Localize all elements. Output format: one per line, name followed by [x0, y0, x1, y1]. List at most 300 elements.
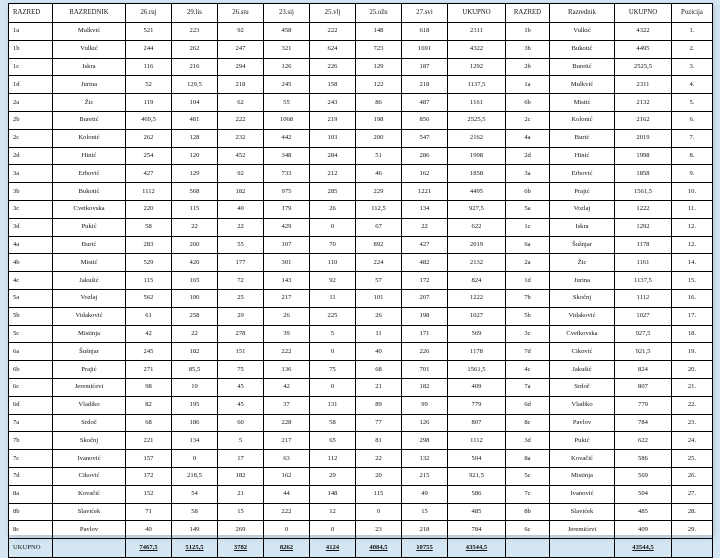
table-cell: 219 [310, 111, 356, 129]
total-value: 5125,5 [172, 539, 218, 558]
table-cell: 3d [9, 218, 53, 236]
table-cell: 245 [264, 76, 310, 94]
table-cell: 7b [506, 289, 550, 307]
table-cell: 107 [264, 236, 310, 254]
table-cell: 177 [218, 254, 264, 272]
table-cell: 103 [310, 129, 356, 147]
table-row [9, 307, 713, 325]
table-cell: 294 [218, 58, 264, 76]
table-cell: 4a [9, 236, 53, 254]
table-cell: 15. [672, 272, 713, 290]
table-row [9, 254, 713, 272]
table-cell: 481 [172, 111, 218, 129]
table-cell: 29. [672, 521, 713, 539]
table-cell: 807 [615, 378, 672, 396]
table-cell: 187 [402, 58, 448, 76]
table-cell: 569 [615, 467, 672, 485]
table-cell: 104 [172, 94, 218, 112]
table-cell: 215 [402, 467, 448, 485]
table-cell: Kolonić [53, 129, 126, 147]
table-cell: 262 [126, 129, 172, 147]
table-cell: 1292 [615, 218, 672, 236]
table-cell: 16. [672, 289, 713, 307]
table-cell: 1a [506, 76, 550, 94]
grand-total: 43544,5 [615, 539, 672, 558]
table-cell: 442 [264, 129, 310, 147]
table-cell: 54 [172, 485, 218, 503]
table-cell: 5a [9, 289, 53, 307]
table-cell: Jurina [550, 272, 615, 290]
table-cell: 45 [218, 378, 264, 396]
table-cell: 0 [310, 521, 356, 539]
table-row [9, 450, 713, 468]
table-cell: 243 [310, 94, 356, 112]
table-cell: 15 [218, 503, 264, 521]
column-header: 26.ruj [126, 4, 172, 23]
table-cell: 115 [356, 485, 402, 503]
table-cell: 68 [356, 361, 402, 379]
table-cell: 2311 [448, 23, 506, 41]
total-value: 43544,5 [448, 539, 506, 558]
table-cell: 4b [9, 254, 53, 272]
table-cell: 2162 [615, 111, 672, 129]
table-cell: Žic [53, 94, 126, 112]
table-cell: 733 [264, 165, 310, 183]
table-row [9, 467, 713, 485]
table-cell: 427 [126, 165, 172, 183]
header-row [9, 4, 713, 23]
table-cell: 226 [402, 343, 448, 361]
table-cell: 429 [264, 218, 310, 236]
table-cell: 723 [356, 40, 402, 58]
table-row [9, 218, 713, 236]
empty-cell [672, 539, 713, 558]
table-cell: Jurina [53, 76, 126, 94]
total-value: 4124 [310, 539, 356, 558]
empty-cell [506, 539, 550, 558]
table-cell: Erbović [53, 165, 126, 183]
table-cell: 222 [218, 111, 264, 129]
table-cell: 6b [506, 94, 550, 112]
table-cell: Vidaković [550, 307, 615, 325]
total-value: 4084,5 [356, 539, 402, 558]
table-cell: 1178 [615, 236, 672, 254]
table-cell: 4322 [448, 40, 506, 58]
table-cell: 229 [356, 183, 402, 201]
table-cell: 1858 [615, 165, 672, 183]
table-cell: 3c [9, 200, 53, 218]
table-cell: 218 [402, 521, 448, 539]
table-cell: 136 [264, 361, 310, 379]
table-row [9, 521, 713, 539]
table-cell: 28. [672, 503, 713, 521]
table-cell: 4c [9, 272, 53, 290]
table-cell: 779 [615, 396, 672, 414]
table-cell: Prajić [550, 183, 615, 201]
table-cell: 1161 [615, 254, 672, 272]
table-cell: 129 [172, 165, 218, 183]
table-cell: 1112 [615, 289, 672, 307]
table-cell: Mulkvić [550, 76, 615, 94]
table-cell: 2162 [448, 129, 506, 147]
table-cell: 182 [172, 343, 218, 361]
table-cell: Pukić [53, 218, 126, 236]
table-cell: 57 [356, 272, 402, 290]
column-header: UKUPNO [615, 4, 672, 23]
table-cell: 4322 [615, 23, 672, 41]
table-cell: 586 [615, 450, 672, 468]
table-cell: 562 [126, 289, 172, 307]
table-cell: 22 [172, 218, 218, 236]
table-cell: 100 [172, 289, 218, 307]
table-cell: 1c [506, 218, 550, 236]
table-cell: 3c [506, 325, 550, 343]
column-header: 26.stu [218, 4, 264, 23]
table-cell: 1068 [264, 111, 310, 129]
table-cell: 8a [506, 450, 550, 468]
table-cell: 132 [402, 450, 448, 468]
table-cell: 22 [218, 218, 264, 236]
table-cell: 46 [356, 165, 402, 183]
table-cell: 22 [172, 325, 218, 343]
table-cell: 2019 [615, 129, 672, 147]
table-cell: 1561,5 [448, 361, 506, 379]
column-header: 29.lis [172, 4, 218, 23]
table-cell: 1178 [448, 343, 506, 361]
table-cell: 1137,5 [448, 76, 506, 94]
table-frame [8, 3, 712, 552]
table-cell: 157 [126, 450, 172, 468]
table-cell: 6. [672, 111, 713, 129]
table-cell: 7b [9, 432, 53, 450]
table-row [9, 94, 713, 112]
table-cell: 14. [672, 254, 713, 272]
table-cell: 8. [672, 147, 713, 165]
table-cell: 245 [126, 343, 172, 361]
table-cell: 195 [172, 396, 218, 414]
table-cell: 179 [264, 200, 310, 218]
total-value: 3782 [218, 539, 264, 558]
table-cell: 7c [506, 485, 550, 503]
table-cell: 62 [218, 94, 264, 112]
table-cell: 218 [402, 76, 448, 94]
table-cell: 618 [402, 23, 448, 41]
table-cell: 116 [126, 58, 172, 76]
table-cell: 348 [264, 147, 310, 165]
table-cell: 1112 [448, 432, 506, 450]
table-cell: 569 [448, 325, 506, 343]
table-cell: 3b [9, 183, 53, 201]
table-cell: 122 [356, 76, 402, 94]
table-cell: Vozlaj [53, 289, 126, 307]
table-cell: 254 [126, 147, 172, 165]
table-cell: 622 [448, 218, 506, 236]
table-cell: 586 [448, 485, 506, 503]
table-cell: 2a [9, 94, 53, 112]
table-cell: 222 [264, 343, 310, 361]
table-cell: 1858 [448, 165, 506, 183]
table-cell: 2525,5 [448, 111, 506, 129]
table-cell: 921,5 [448, 467, 506, 485]
table-cell: Bukotić [550, 40, 615, 58]
table-row [9, 289, 713, 307]
table-cell: Skočnj [550, 289, 615, 307]
table-cell: 115 [172, 200, 218, 218]
table-cell: 547 [402, 129, 448, 147]
table-cell: 29 [310, 467, 356, 485]
table-cell: 25. [672, 450, 713, 468]
table-cell: 4495 [615, 40, 672, 58]
table-cell: 52 [126, 76, 172, 94]
table-cell: Vozlaj [550, 200, 615, 218]
table-cell: Kolonić [550, 111, 615, 129]
column-header: Pozicija [672, 4, 713, 23]
table-cell: 223 [172, 23, 218, 41]
table-cell: 77 [356, 414, 402, 432]
table-cell: 485 [448, 503, 506, 521]
table-cell: 75 [218, 361, 264, 379]
table-row [9, 432, 713, 450]
table-cell: Buretić [550, 58, 615, 76]
table-row [9, 361, 713, 379]
table-cell: 165 [172, 272, 218, 290]
table-cell: 40 [126, 521, 172, 539]
table-cell: 1c [9, 58, 53, 76]
column-header: Razrednik [550, 4, 615, 23]
table-cell: 61 [126, 307, 172, 325]
table-cell: 2d [506, 147, 550, 165]
table-cell: 143 [264, 272, 310, 290]
table-cell: 244 [126, 40, 172, 58]
table-cell: 321 [264, 40, 310, 58]
table-cell: Mistinja [53, 325, 126, 343]
table-cell: 172 [126, 467, 172, 485]
table-cell: 129 [356, 58, 402, 76]
table-cell: 5. [672, 94, 713, 112]
table-row [9, 343, 713, 361]
table-cell: 427 [402, 236, 448, 254]
table-row [9, 165, 713, 183]
table-cell: Ivanović [550, 485, 615, 503]
table-cell: 784 [448, 521, 506, 539]
table-cell: 85,5 [172, 361, 218, 379]
table-cell: 485 [615, 503, 672, 521]
table-cell: 286 [402, 147, 448, 165]
table-cell: 622 [615, 432, 672, 450]
table-cell: Kovačić [550, 450, 615, 468]
table-cell: Mulkvić [53, 23, 126, 41]
table-cell: 1561,5 [615, 183, 672, 201]
table-cell: 1998 [448, 147, 506, 165]
table-cell: 131 [310, 396, 356, 414]
table-cell: 921,5 [615, 343, 672, 361]
table-cell: 218 [218, 76, 264, 94]
table-cell: 458 [264, 23, 310, 41]
table-cell: 228 [264, 414, 310, 432]
table-cell: 68 [126, 414, 172, 432]
table-cell: 11 [310, 289, 356, 307]
table-cell: 8c [506, 414, 550, 432]
table-cell: 101 [356, 289, 402, 307]
table-cell: 42 [264, 378, 310, 396]
table-cell: 420 [172, 254, 218, 272]
table-cell: 217 [264, 289, 310, 307]
table-cell: 6c [506, 521, 550, 539]
table-cell: 262 [172, 40, 218, 58]
table-cell: 92 [218, 165, 264, 183]
table-row [9, 147, 713, 165]
empty-cell [550, 539, 615, 558]
table-cell: 71 [126, 503, 172, 521]
table-cell: 149 [172, 521, 218, 539]
table-cell: 927,5 [448, 200, 506, 218]
table-cell: 5b [9, 307, 53, 325]
table-cell: 807 [448, 414, 506, 432]
table-cell: 162 [264, 467, 310, 485]
table-cell: 134 [172, 432, 218, 450]
table-cell: 8a [9, 485, 53, 503]
score-table [8, 3, 713, 558]
table-cell: 75 [310, 361, 356, 379]
table-cell: 2b [506, 58, 550, 76]
table-cell: 98 [126, 378, 172, 396]
total-value: 7467,5 [126, 539, 172, 558]
table-cell: 2525,5 [615, 58, 672, 76]
table-cell: 126 [264, 58, 310, 76]
table-cell: 26 [264, 307, 310, 325]
table-cell: 0 [310, 218, 356, 236]
table-row [9, 414, 713, 432]
table-cell: 126 [402, 414, 448, 432]
table-cell: 17 [218, 450, 264, 468]
table-cell: 2. [672, 40, 713, 58]
table-cell: 258 [172, 307, 218, 325]
table-cell: 3a [9, 165, 53, 183]
table-cell: 285 [310, 183, 356, 201]
table-cell: 222 [264, 503, 310, 521]
table-cell: 3a [506, 165, 550, 183]
table-cell: 892 [356, 236, 402, 254]
table-cell: 247 [218, 40, 264, 58]
table-cell: Pavlov [550, 414, 615, 432]
table-cell: 779 [448, 396, 506, 414]
table-cell: 224 [356, 254, 402, 272]
table-cell: 568 [172, 183, 218, 201]
table-row [9, 183, 713, 201]
table-cell: 23. [672, 414, 713, 432]
table-cell: 112 [310, 450, 356, 468]
table-cell: 55 [264, 94, 310, 112]
table-row [9, 236, 713, 254]
table-cell: Vulkić [53, 40, 126, 58]
table-cell: 151 [218, 343, 264, 361]
table-cell: 504 [615, 485, 672, 503]
table-cell: 1027 [615, 307, 672, 325]
table-cell: 220 [126, 200, 172, 218]
table-cell: 4495 [448, 183, 506, 201]
table-cell: 92 [310, 272, 356, 290]
table-cell: 529 [126, 254, 172, 272]
table-cell: 212 [310, 165, 356, 183]
table-cell: Kovačić [53, 485, 126, 503]
table-cell: 115 [126, 272, 172, 290]
table-cell: 119 [126, 94, 172, 112]
table-cell: 409 [615, 521, 672, 539]
column-header: 23.sij [264, 4, 310, 23]
table-cell: Hinić [53, 147, 126, 165]
table-cell: 112,5 [356, 200, 402, 218]
table-cell: 222 [310, 23, 356, 41]
table-cell: Jeremićevi [53, 378, 126, 396]
table-cell: 148 [356, 23, 402, 41]
table-cell: 284 [310, 147, 356, 165]
table-cell: 1b [9, 40, 53, 58]
table-cell: 58 [126, 218, 172, 236]
table-cell: 521 [126, 23, 172, 41]
table-cell: Mistić [550, 94, 615, 112]
table-cell: 469,5 [126, 111, 172, 129]
table-row [9, 485, 713, 503]
table-cell: 298 [402, 432, 448, 450]
table-cell: 21 [356, 378, 402, 396]
table-cell: 72 [218, 272, 264, 290]
table-cell: 65 [310, 432, 356, 450]
table-cell: Slavićek [53, 503, 126, 521]
table-cell: 172 [402, 272, 448, 290]
table-cell: 70 [310, 236, 356, 254]
table-cell: Buretić [53, 111, 126, 129]
table-cell: 4a [506, 129, 550, 147]
table-cell: 269 [218, 521, 264, 539]
table-cell: 452 [218, 147, 264, 165]
table-cell: 2c [9, 129, 53, 147]
table-cell: Žic [550, 254, 615, 272]
table-cell: 1691 [402, 40, 448, 58]
table-cell: 226 [310, 58, 356, 76]
table-cell: 21 [218, 485, 264, 503]
table-cell: 86 [356, 94, 402, 112]
table-cell: 9. [672, 165, 713, 183]
table-cell: 11 [356, 325, 402, 343]
table-cell: 4c [506, 361, 550, 379]
table-cell: 58 [310, 414, 356, 432]
table-cell: 12. [672, 236, 713, 254]
table-row [9, 111, 713, 129]
table-cell: 198 [356, 111, 402, 129]
table-cell: Jeremićevi [550, 521, 615, 539]
table-row [9, 58, 713, 76]
table-cell: 3. [672, 58, 713, 76]
table-cell: 824 [615, 361, 672, 379]
table-cell: 22 [402, 218, 448, 236]
table-cell: 12. [672, 218, 713, 236]
table-cell: 1221 [402, 183, 448, 201]
table-cell: 6a [506, 236, 550, 254]
total-value: 8262 [264, 539, 310, 558]
table-cell: Burić [53, 236, 126, 254]
table-cell: 26 [356, 307, 402, 325]
table-cell: Prajić [53, 361, 126, 379]
table-cell: Ivanović [53, 450, 126, 468]
table-cell: 2132 [615, 94, 672, 112]
table-cell: 927,5 [615, 325, 672, 343]
table-cell: Srdoč [53, 414, 126, 432]
totals-label: UKUPNO [9, 539, 53, 558]
table-row [9, 325, 713, 343]
table-cell: 504 [448, 450, 506, 468]
table-cell: 92 [218, 23, 264, 41]
table-cell: 152 [126, 485, 172, 503]
